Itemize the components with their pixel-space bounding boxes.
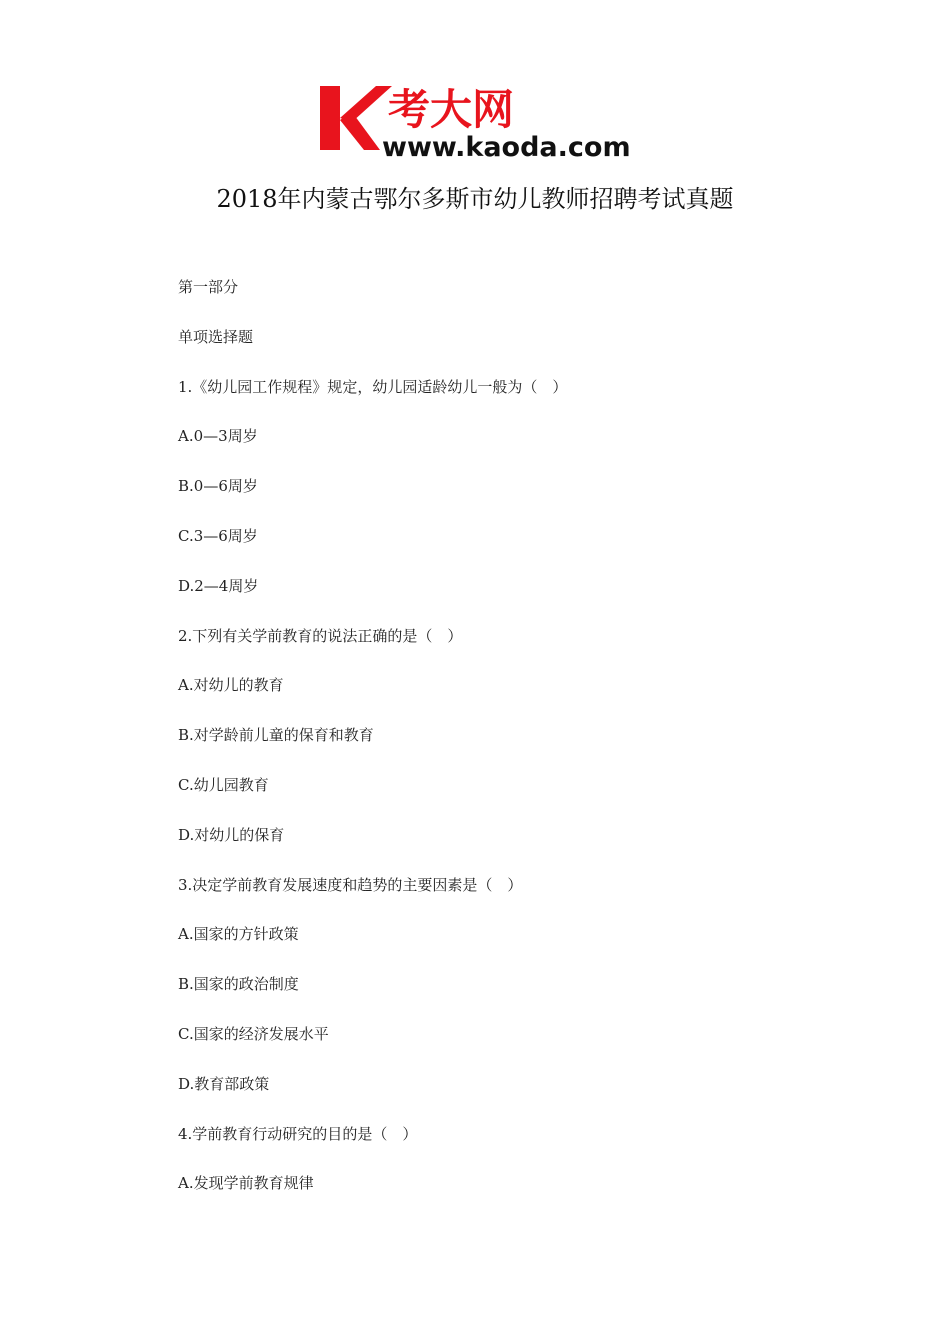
question-line: C.幼儿园教育 [178,776,269,794]
logo-brand-text: 考大网 [388,85,515,134]
question-line: D.对幼儿的保育 [178,826,285,844]
question-line: 3.决定学前教育发展速度和趋势的主要因素是（ ） [178,876,523,894]
question-line: 2.下列有关学前教育的说法正确的是（ ） [178,627,463,645]
logo-url-text: www.kaoda.com [382,132,631,162]
question-line: 1.《幼儿园工作规程》规定，幼儿园适龄幼儿一般为（ ） [178,378,568,396]
question-line: D.2—4周岁 [178,577,259,595]
section-heading: 单项选择题 [178,328,254,346]
question-line: B.对学龄前儿童的保育和教育 [178,726,374,744]
document-title: 2018年内蒙古鄂尔多斯市幼儿教师招聘考试真题 [216,185,734,213]
question-line: A.国家的方针政策 [178,925,299,943]
kaoda-logo [318,80,638,162]
question-line: A.0—3周岁 [178,427,258,445]
question-line: B.0—6周岁 [178,477,258,495]
kaoda-logo-graphic [318,80,638,162]
question-line: 4.学前教育行动研究的目的是（ ） [178,1125,418,1143]
question-line: C.国家的经济发展水平 [178,1025,329,1043]
question-line: A.发现学前教育规律 [178,1174,314,1192]
section-heading: 第一部分 [178,278,239,296]
question-line: D.教育部政策 [178,1075,270,1093]
question-line: C.3—6周岁 [178,527,258,545]
question-line: B.国家的政治制度 [178,975,299,993]
question-line: A.对幼儿的教育 [178,676,284,694]
